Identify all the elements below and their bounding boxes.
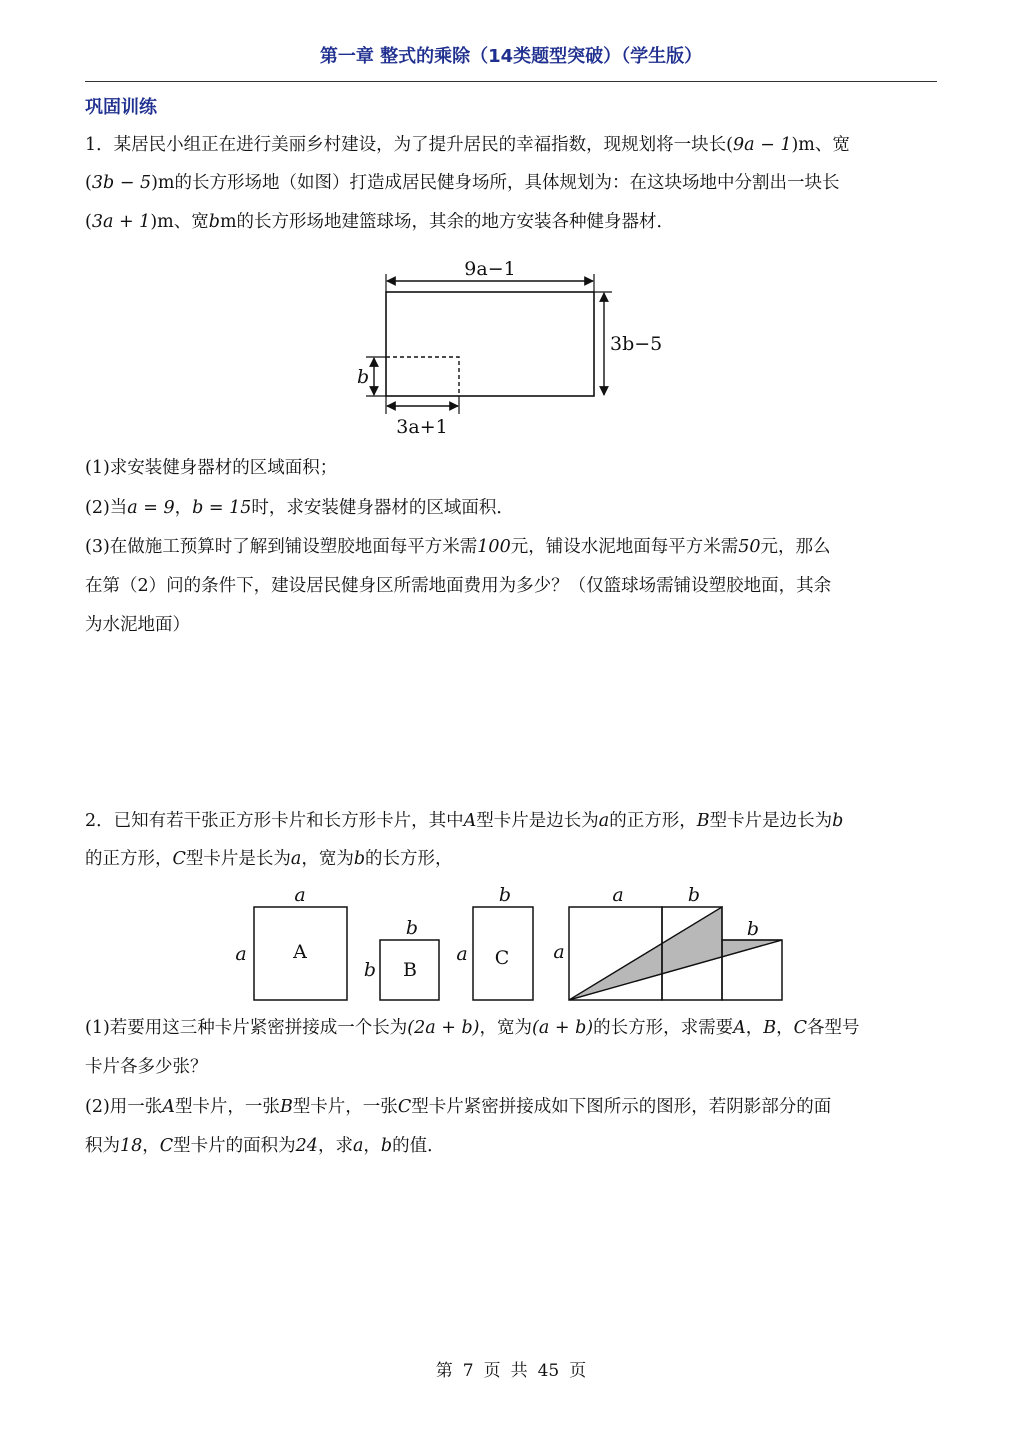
bottom-dimension-label: 3a+1 (396, 416, 448, 438)
q1-part-1 (85, 456, 337, 480)
text-segment: m的长方形场地建篮球场，其余的地方安装各种健身器材． (219, 212, 675, 232)
text-segment: )m的长方形场地（如图）打造成居民健身场所，具体规划为：在这块场地中分割出一块长 (151, 173, 840, 193)
text-segment: ， (745, 1018, 764, 1038)
math-expr: a = 9 (127, 498, 175, 518)
q1-part-3-line-3 (85, 613, 190, 637)
math-var: A (162, 1097, 175, 1117)
text-segment: ， (363, 1136, 381, 1156)
right-dimension-label: 3b−5 (610, 333, 663, 355)
text-segment: (3)在做施工预算时了解到铺设塑胶地面每平方米需 (85, 537, 478, 557)
math-number: 100 (477, 537, 511, 557)
text-segment: 在第（2）问的条件下，建设居民健身区所需地面费用为多少？（仅篮球场需铺设塑胶地面，其余 (85, 576, 832, 596)
math-number: 50 (738, 537, 761, 557)
text-segment: )m、宽 (150, 212, 209, 232)
math-var: a (290, 849, 302, 869)
math-number: 24 (295, 1136, 318, 1156)
text-segment: (1)求安装健身器材的区域面积； (85, 458, 338, 478)
math-var: C (172, 849, 186, 869)
math-var: C (793, 1018, 808, 1038)
q1-intro-line-3 (85, 210, 674, 234)
q2-intro-line-1 (85, 809, 843, 833)
text-segment: ， (174, 498, 193, 518)
math-var: C (159, 1136, 174, 1156)
text-segment: (2)当 (85, 498, 128, 518)
field-rectangle (386, 292, 594, 396)
text-segment: 的正方形， (85, 849, 173, 869)
math-var: B (279, 1097, 293, 1117)
math-expr: (2a + b) (407, 1018, 480, 1038)
page-header-title: 第一章 整式的乘除（14类题型突破）（学生版） (319, 46, 703, 67)
text-segment: (2)用一张 (85, 1097, 163, 1117)
math-var: b (832, 811, 844, 831)
q1-part-3 (85, 535, 830, 559)
combo-side-a-label: a (553, 941, 565, 963)
text-segment: 元，铺设水泥地面每平方米需 (510, 537, 739, 557)
footer-total-number: 45 (537, 1361, 560, 1381)
text-segment: ，宽为 (479, 1018, 533, 1038)
card-c-side-label: a (456, 943, 468, 965)
text-segment: 为水泥地面） (85, 615, 190, 635)
text-segment: )m、宽 (791, 135, 850, 155)
math-var: a (352, 1136, 364, 1156)
footer-page-unit: 页 (483, 1361, 501, 1381)
q1-part-2 (85, 496, 514, 520)
text-segment: 2．已知有若干张正方形卡片和长方形卡片，其中 (85, 811, 464, 831)
q2-part-2 (85, 1095, 831, 1119)
text-segment: 时，求安装健身器材的区域面积． (251, 498, 514, 518)
page-footer (0, 1356, 1022, 1381)
math-expr: 3b − 5 (91, 173, 152, 193)
math-expr: 9a − 1 (732, 135, 792, 155)
text-segment: 元，那么 (760, 537, 831, 557)
math-var: a (598, 811, 610, 831)
math-var: b (353, 849, 366, 869)
q1-intro-line-2 (85, 171, 840, 195)
math-expr: b = 15 (192, 498, 252, 518)
math-var: b (208, 212, 220, 232)
combo-right-b-label: b (746, 918, 760, 940)
header-divider (85, 81, 937, 82)
card-a-name: A (293, 941, 307, 963)
text-segment: 型卡片是长为 (185, 849, 291, 869)
top-dimension-label: 9a−1 (464, 258, 516, 280)
math-number: 18 (120, 1136, 143, 1156)
card-a-top-label: a (294, 884, 306, 906)
text-segment: ， (142, 1136, 160, 1156)
q1-part-3-line-2 (85, 574, 831, 598)
text-segment: ( (85, 212, 92, 232)
card-c-name: C (494, 947, 510, 969)
text-segment: 的值． (392, 1136, 445, 1156)
text-segment: ( (85, 173, 92, 193)
text-segment: 型卡片是边长为 (709, 811, 833, 831)
card-b-side-label: b (363, 959, 377, 981)
text-segment: 型卡片是边长为 (476, 811, 599, 831)
q2-figure (225, 880, 795, 1005)
text-segment: 1．某居民小组正在进行美丽乡村建设，为了提升居民的幸福指数，现规划将一块长( (85, 135, 733, 155)
text-segment: 卡片各多少张？ (85, 1057, 208, 1077)
q2-part-1-line-2 (85, 1055, 208, 1079)
card-c-top-label: b (498, 884, 512, 906)
math-expr: 3a + 1 (91, 212, 151, 232)
text-segment: 各型号 (807, 1018, 860, 1038)
text-segment: ，宽为 (301, 849, 354, 869)
text-segment: 的长方形， (365, 849, 453, 869)
footer-total-unit: 页 (569, 1361, 587, 1381)
text-segment: 的正方形， (609, 811, 697, 831)
text-segment: 积为 (85, 1136, 120, 1156)
left-dimension-label: b (357, 366, 370, 388)
combo-top-b-label: b (687, 884, 701, 906)
text-segment: ，求 (317, 1136, 353, 1156)
footer-total-label: 共 (510, 1361, 528, 1381)
text-segment: 型卡片紧密拼接成如下图所示的图形，若阴影部分的面 (411, 1097, 832, 1117)
card-b-name: B (403, 959, 417, 981)
math-var: b (380, 1136, 393, 1156)
text-segment: 型卡片，一张 (174, 1097, 280, 1117)
text-segment: ， (776, 1018, 794, 1038)
math-var: C (397, 1097, 412, 1117)
card-b-top-label: b (405, 917, 419, 939)
math-var: B (763, 1018, 777, 1038)
q1-intro-line-1 (85, 133, 850, 157)
math-expr: (a + b) (532, 1018, 594, 1038)
court-dashed-outline (386, 357, 459, 396)
section-title: 巩固训练 (85, 97, 157, 118)
text-segment: 的长方形，求需要 (593, 1018, 734, 1038)
q2-intro-line-2 (85, 847, 453, 871)
q2-part-2-line-2 (85, 1134, 445, 1158)
card-a-side-label: a (235, 943, 247, 965)
text-segment: (1)若要用这三种卡片紧密拼接成一个长为 (85, 1018, 408, 1038)
q1-figure (345, 255, 685, 445)
footer-page-label: 第 (435, 1361, 453, 1381)
text-segment: 型卡片的面积为 (173, 1136, 296, 1156)
math-var: B (696, 811, 710, 831)
combo-top-a-label: a (612, 884, 624, 906)
footer-page-number: 7 (462, 1361, 474, 1381)
math-var: A (463, 811, 477, 831)
math-var: A (733, 1018, 746, 1038)
q2-part-1 (85, 1016, 860, 1040)
text-segment: 型卡片，一张 (292, 1097, 398, 1117)
